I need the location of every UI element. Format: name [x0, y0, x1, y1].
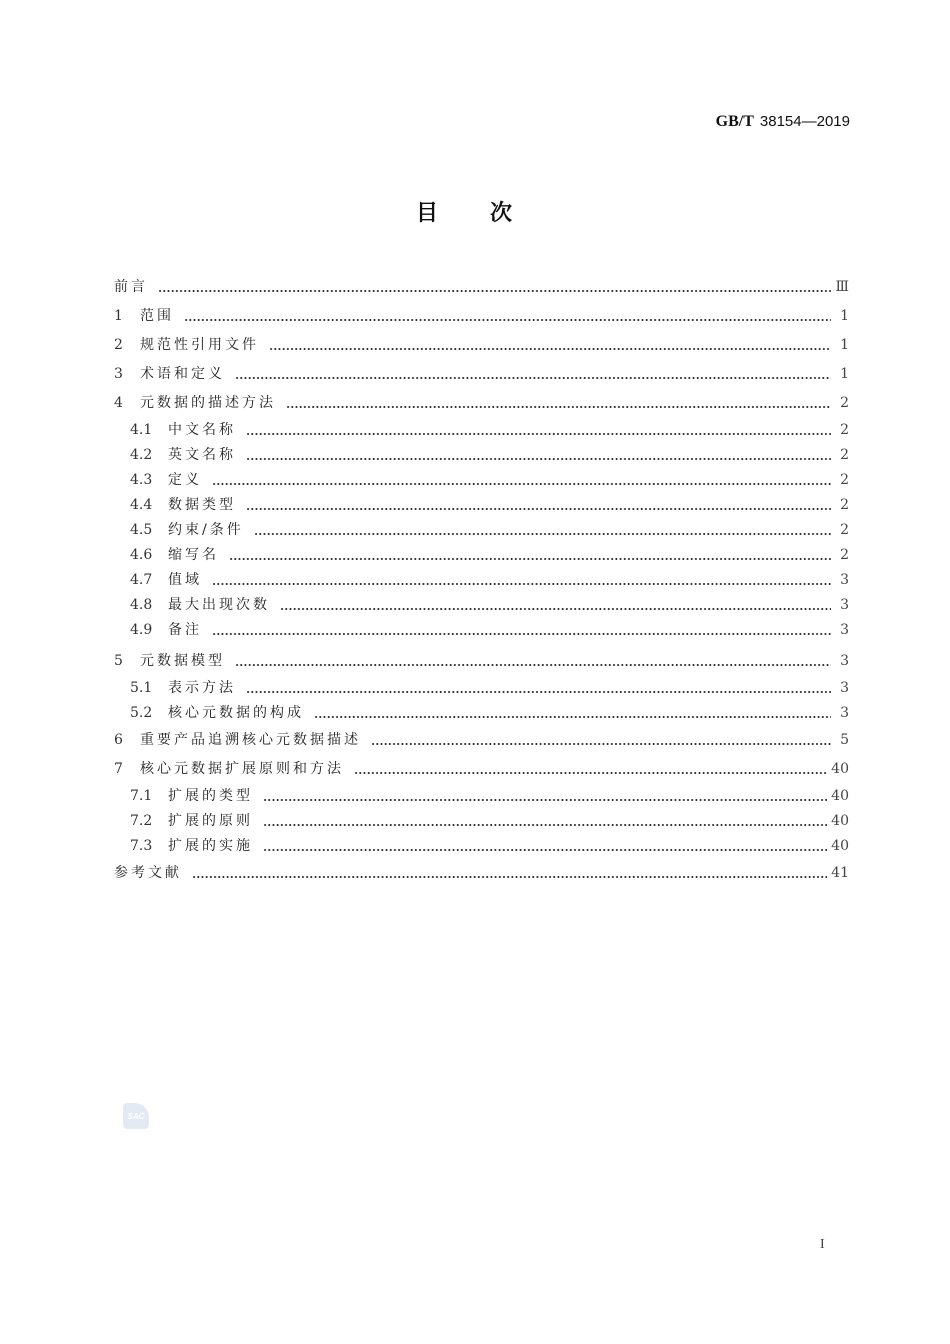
dot-leader — [263, 848, 827, 852]
toc-page: 3 — [840, 680, 849, 696]
toc-page: 2 — [840, 395, 849, 411]
toc-entry-4-2[interactable] — [114, 443, 849, 468]
toc-title: 缩写名 — [168, 547, 219, 563]
toc-title: 值域 — [168, 572, 202, 588]
toc-num: 4.9 — [130, 622, 153, 638]
toc-num: 4.3 — [130, 472, 153, 488]
toc-entry-3[interactable] — [114, 360, 849, 389]
toc-num: 2 — [114, 337, 123, 353]
standard-prefix: GB/T — [715, 113, 754, 130]
toc-title: 扩展的实施 — [168, 838, 253, 854]
toc-page: 3 — [840, 653, 849, 669]
toc-num: 7.1 — [130, 788, 153, 804]
dot-leader — [269, 347, 831, 351]
toc-page: 2 — [840, 497, 849, 513]
toc-num: 4.5 — [130, 522, 153, 538]
toc-entry-4-4[interactable] — [114, 493, 849, 518]
toc-page: 2 — [840, 472, 849, 488]
toc-entry-7-3[interactable] — [114, 834, 849, 859]
dot-leader — [229, 557, 831, 561]
toc-title: 元数据模型 — [140, 653, 225, 669]
toc-page: 2 — [840, 522, 849, 538]
dot-leader — [371, 742, 831, 746]
toc-title: 扩展的原则 — [168, 813, 253, 829]
toc-num: 7 — [114, 761, 123, 777]
toc-title: 数据类型 — [168, 497, 236, 513]
toc-title: 范围 — [140, 308, 174, 324]
toc-entry-4-3[interactable] — [114, 468, 849, 493]
dot-leader — [263, 798, 827, 802]
standard-code — [716, 113, 850, 131]
toc-num: 3 — [114, 366, 123, 382]
toc-num: 7.3 — [130, 838, 153, 854]
dot-leader — [235, 663, 831, 667]
dot-leader — [254, 532, 831, 536]
toc-num: 1 — [114, 308, 123, 324]
toc-entry-4[interactable] — [114, 389, 849, 418]
toc-page: 40 — [831, 813, 849, 829]
toc-entry-4-9[interactable] — [114, 618, 849, 643]
toc-entry-4-7[interactable] — [114, 568, 849, 593]
toc-page: 40 — [831, 788, 849, 804]
toc-num: 4.7 — [130, 572, 153, 588]
toc-entry-7[interactable] — [114, 755, 849, 784]
toc-page: 2 — [840, 422, 849, 438]
toc-page: 40 — [831, 838, 849, 854]
toc-page: 3 — [840, 597, 849, 613]
toc-page: 1 — [840, 366, 849, 382]
toc-num: 4 — [114, 395, 123, 411]
toc-title: 术语和定义 — [140, 366, 225, 382]
toc-entry-4-6[interactable] — [114, 543, 849, 568]
toc-page: 3 — [840, 572, 849, 588]
sac-logo-icon: SAC — [123, 1103, 149, 1129]
dot-leader — [263, 823, 827, 827]
toc-page: 40 — [831, 761, 849, 777]
toc-num: 5.1 — [130, 680, 153, 696]
toc-title: 英文名称 — [168, 447, 236, 463]
dot-leader — [212, 482, 831, 486]
dot-leader — [246, 690, 831, 694]
toc-entry-4-8[interactable] — [114, 593, 849, 618]
toc-title: 中文名称 — [168, 422, 236, 438]
dot-leader — [184, 318, 831, 322]
toc-page: 2 — [840, 547, 849, 563]
toc-num: 4.4 — [130, 497, 153, 513]
toc-page: 5 — [840, 732, 849, 748]
toc-entry-2[interactable] — [114, 331, 849, 360]
dot-leader — [192, 875, 827, 879]
table-of-contents — [114, 273, 849, 888]
toc-title: 表示方法 — [168, 680, 236, 696]
toc-num: 4.6 — [130, 547, 153, 563]
dot-leader — [314, 715, 831, 719]
toc-entry-7-1[interactable] — [114, 784, 849, 809]
dot-leader — [212, 582, 831, 586]
dot-leader — [286, 405, 831, 409]
standard-number: 38154—2019 — [759, 113, 850, 130]
toc-num: 6 — [114, 732, 123, 748]
toc-entry-1[interactable] — [114, 302, 849, 331]
toc-page: 3 — [840, 705, 849, 721]
toc-entry-5-1[interactable] — [114, 676, 849, 701]
dot-leader — [246, 457, 831, 461]
toc-page: 1 — [840, 308, 849, 324]
toc-num: 5.2 — [130, 705, 153, 721]
toc-title: 参考文献 — [114, 865, 182, 881]
toc-entry-foreword[interactable] — [114, 273, 849, 302]
dot-leader — [280, 607, 831, 611]
toc-title: 重要产品追溯核心元数据描述 — [140, 732, 361, 748]
dot-leader — [158, 289, 831, 293]
toc-page: 2 — [840, 447, 849, 463]
toc-title: 定义 — [168, 472, 202, 488]
toc-entry-4-1[interactable] — [114, 418, 849, 443]
toc-title: 备注 — [168, 622, 202, 638]
dot-leader — [246, 507, 831, 511]
page-number: I — [820, 1237, 825, 1252]
toc-title: 核心元数据扩展原则和方法 — [140, 761, 344, 777]
dot-leader — [246, 432, 831, 436]
toc-num: 4.1 — [130, 422, 153, 438]
toc-entry-bibliography[interactable] — [114, 859, 849, 888]
toc-entry-6[interactable] — [114, 726, 849, 755]
toc-entry-5[interactable] — [114, 647, 849, 676]
dot-leader — [212, 632, 831, 636]
toc-num: 4.8 — [130, 597, 153, 613]
page-title: 目次 — [415, 201, 564, 226]
toc-title: 约束/条件 — [168, 522, 244, 538]
toc-page: 41 — [831, 865, 849, 881]
dot-leader — [235, 376, 831, 380]
toc-num: 4.2 — [130, 447, 153, 463]
dot-leader — [354, 771, 827, 775]
toc-title: 最大出现次数 — [168, 597, 270, 613]
toc-num: 7.2 — [130, 813, 153, 829]
toc-entry-7-2[interactable] — [114, 809, 849, 834]
toc-title: 元数据的描述方法 — [140, 395, 276, 411]
toc-title: 扩展的类型 — [168, 788, 253, 804]
toc-title: 核心元数据的构成 — [168, 705, 304, 721]
toc-title: 前言 — [114, 279, 148, 295]
toc-entry-5-2[interactable] — [114, 701, 849, 726]
toc-page: 3 — [840, 622, 849, 638]
toc-page: 1 — [840, 337, 849, 353]
toc-num: 5 — [114, 653, 123, 669]
toc-entry-4-5[interactable] — [114, 518, 849, 543]
toc-title: 规范性引用文件 — [140, 337, 259, 353]
toc-page: Ⅲ — [835, 279, 849, 295]
